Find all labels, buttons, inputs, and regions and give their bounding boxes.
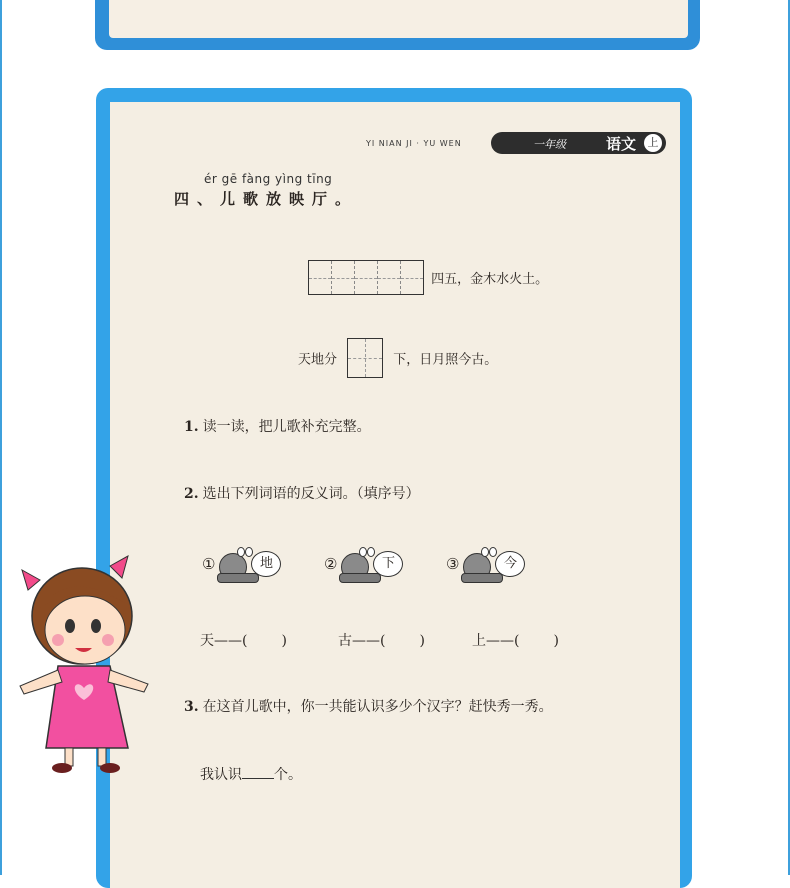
antonym-3[interactable] [472,630,559,650]
antonym-2-close: ) [419,633,425,649]
antonym-1-word: 天——( [200,633,248,649]
option-2-word: 下 [373,551,403,577]
answer-suffix: 个。 [274,767,302,783]
option-1 [202,547,281,581]
option-row [202,547,632,587]
poem-line-2 [298,338,497,378]
grid-cell[interactable] [401,261,423,294]
question-2 [184,483,420,503]
antonym-1[interactable] [200,630,287,650]
header-volume: 上 [644,134,662,152]
answer-line [200,764,302,784]
answer-blank[interactable] [242,764,274,779]
option-3-mark: ③ [446,555,460,573]
answer-prefix: 我认识 [200,767,242,783]
grid-cell[interactable] [332,261,355,294]
question-3-text: 在这首儿歌中，你一共能认识多少个汉字？赶快秀一秀。 [202,699,553,715]
option-3-word: 今 [495,551,525,577]
antonym-2-word: 古——( [338,633,386,649]
header-pinyin: YI NIAN JI · YU WEN [366,139,462,148]
header-grade: 一年级 [533,138,566,151]
poem-line-1 [308,260,548,294]
question-1-text: 读一读，把儿歌补充完整。 [202,419,371,435]
option-1-mark: ① [202,555,216,573]
question-1-number: 1. [184,419,199,435]
question-2-number: 2. [184,486,199,502]
option-3 [446,547,525,581]
antonym-3-close: ) [553,633,559,649]
previous-page [109,0,688,38]
fill-in-grid[interactable] [308,260,424,295]
section-pinyin: ér gē fàng yìng tīng [204,172,333,186]
question-1 [184,416,371,436]
antonym-1-close: ) [281,633,287,649]
workbook-page [110,102,680,888]
grid-cell[interactable] [378,261,401,294]
question-3 [184,696,553,716]
snail-icon [461,547,499,581]
left-border [0,0,2,875]
antonym-2[interactable] [338,630,425,650]
fill-in-box[interactable] [347,338,383,378]
section-title: 四、儿歌放映厅。 [174,190,359,208]
workbook-page-frame [96,88,692,888]
poem-line-2-tail: 下，日月照今古。 [393,352,498,368]
option-2 [324,547,403,581]
header-bar [491,132,666,154]
previous-page-frame [95,0,700,50]
poem-line-2-head: 天地分 [298,352,338,368]
question-2-text: 选出下列词语的反义词。（填序号） [202,486,420,502]
option-2-mark: ② [324,555,338,573]
option-1-word: 地 [251,551,281,577]
poem-line-1-text: 四五，金木水火土。 [431,272,549,287]
girl-illustration [10,548,160,778]
snail-icon [339,547,377,581]
header-subject: 语文 [605,135,636,153]
antonym-3-word: 上——( [472,633,520,649]
grid-cell[interactable] [355,261,378,294]
section-heading [174,172,358,209]
page-header [366,132,666,154]
grid-cell[interactable] [309,261,332,294]
snail-icon [217,547,255,581]
question-3-number: 3. [184,699,199,715]
